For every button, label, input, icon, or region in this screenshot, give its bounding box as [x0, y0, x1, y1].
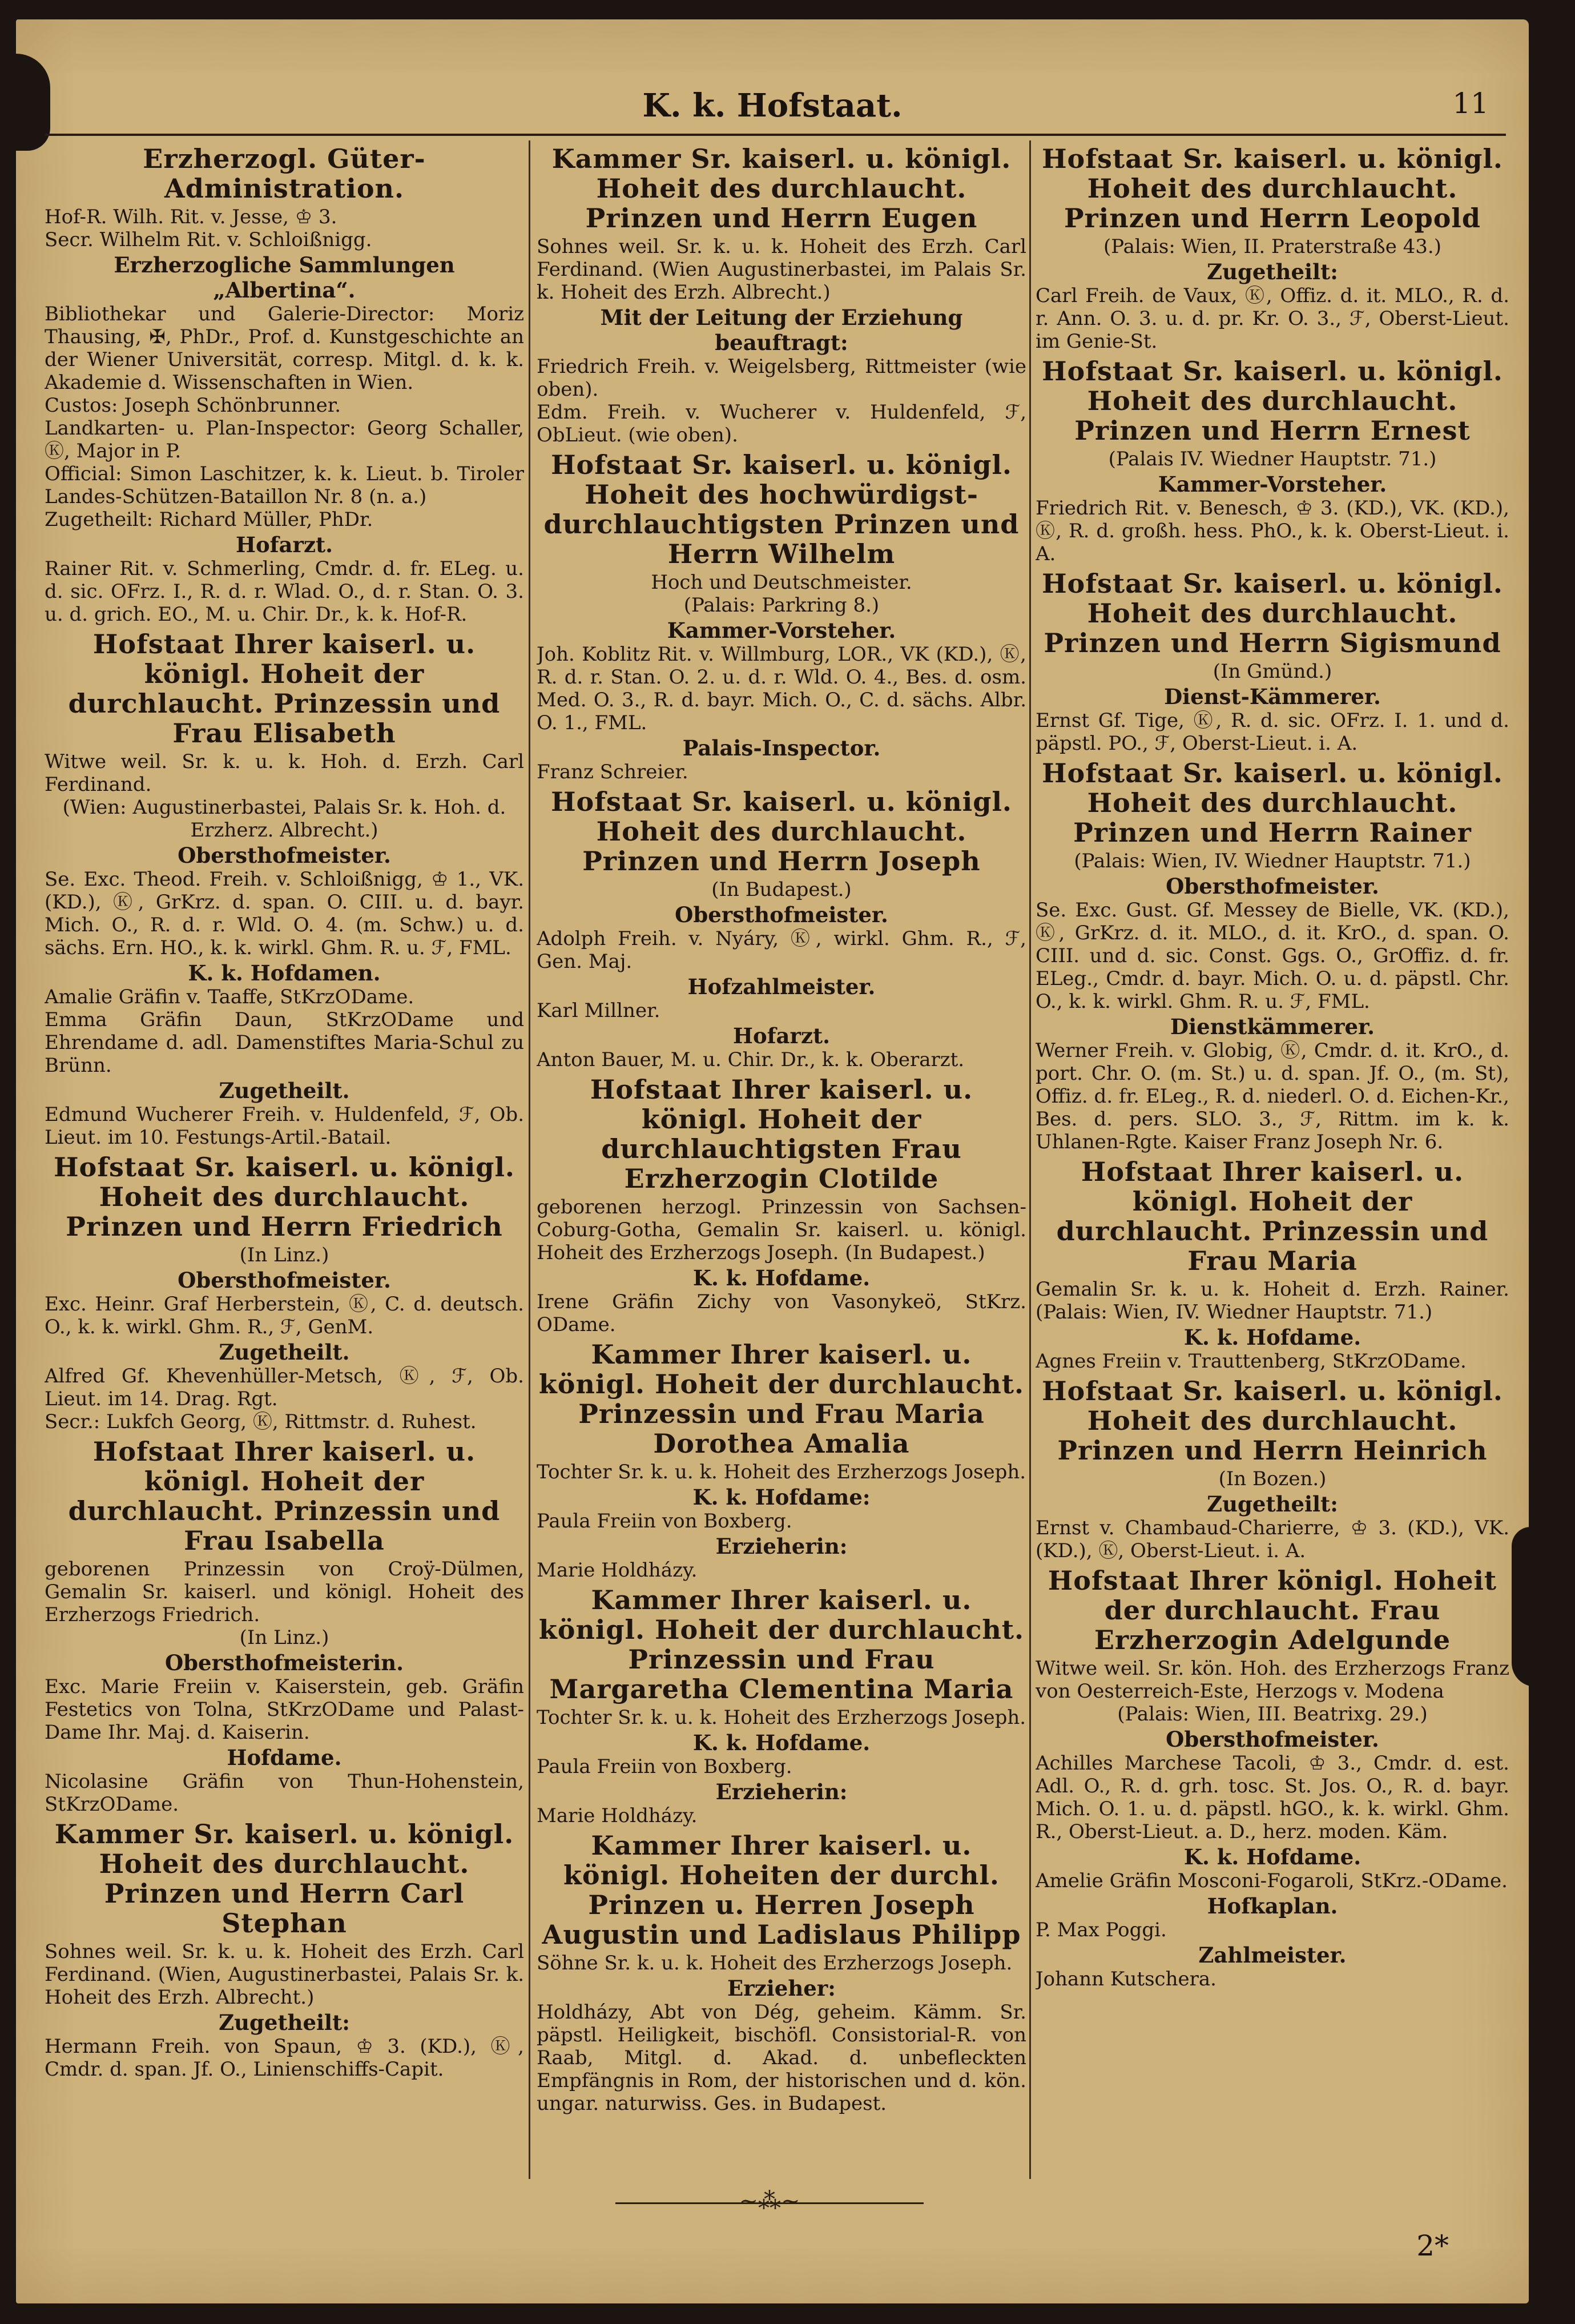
subheading: Hofkaplan.	[1207, 1893, 1338, 1919]
subheading: Kammer-Vorsteher.	[1158, 472, 1387, 497]
entry-text: Amalie Gräfin v. Taaffe, StKrzODame.	[45, 986, 414, 1008]
column-1	[45, 140, 524, 2173]
footer-ornament: ~⁂~	[739, 2188, 800, 2214]
centered-note: (Wien: Augustinerbastei, Palais Sr. k. Hoh. d. Erzherz. Albrecht.)	[62, 796, 506, 842]
section-heading: Kammer Sr. kaiserl. u. königl. Hoheit des durchlaucht. Prinzen und Herrn Eugen	[551, 143, 1012, 234]
printer-signature: 2*	[1416, 2229, 1449, 2262]
section-heading: Hofstaat Sr. kaiserl. u. königl. Hoheit des durchlaucht. Prinzen und Herrn Leopold	[1042, 143, 1503, 234]
entry-text: Hof-R. Wilh. Rit. v. Jesse, ♔ 3.	[45, 206, 337, 228]
entry-text: Landkarten- u. Plan-Inspector: Georg Schaller, Ⓚ, Major in P.	[45, 417, 524, 463]
section-heading: Kammer Ihrer kaiserl. u. königl. Hoheiten der durchl. Prinzen u. Herren Joseph Augustin und Ladislaus Philipp	[542, 1830, 1021, 1950]
subheading: Obersthofmeister.	[1166, 874, 1379, 899]
subheading: Obersthofmeister.	[178, 1268, 391, 1293]
entry-text: Zugetheilt: Richard Müller, PhDr.	[45, 508, 373, 531]
entry-text: Nicolasine Gräfin von Thun-Hohenstein, StKrzODame.	[45, 1770, 524, 1816]
entry-text: Agnes Freiin v. Trauttenberg, StKrzODame.	[1036, 1350, 1467, 1373]
subheading: Erzieher:	[727, 1976, 836, 2001]
centered-note: Hoch und Deutschmeister.	[651, 571, 912, 594]
entry-text: Ernst v. Chambaud-Charierre, ♔ 3. (KD.), VK. (KD.), Ⓚ, Oberst-Lieut. i. A.	[1036, 1517, 1509, 1562]
subheading: Hofdame.	[227, 1745, 342, 1770]
subheading: Erzherzogliche Sammlungen „Albertina“.	[114, 252, 455, 303]
entry-text: Werner Freih. v. Globig, Ⓚ, Cmdr. d. it. KrO., d. port. Chr. O. (m. St.) u. d. span. Jf. O., (m. St), Offiz. d. fr. ELeg., R. d. niederl. O. d. Eichen-Kr., Bes. d. pers. SLO. 3., ℱ, Rittm. im k. k. Uhlanen-Rgte. Kaiser Franz Joseph Nr. 6.	[1036, 1039, 1509, 1153]
centered-note: (In Linz.)	[239, 1244, 329, 1266]
centered-note: (Palais IV. Wiedner Hauptstr. 71.)	[1108, 448, 1437, 471]
entry-text: Johann Kutschera.	[1036, 1968, 1217, 1991]
entry-text: Anton Bauer, M. u. Chir. Dr., k. k. Oberarzt.	[537, 1048, 965, 1071]
entry-text: Carl Freih. de Vaux, Ⓚ, Offiz. d. it. MLO., R. d. r. Ann. O. 3. u. d. pr. Kr. O. 3., ℱ, Oberst-Lieut. im Genie-St.	[1036, 284, 1509, 353]
subheading: Erzieherin:	[715, 1779, 848, 1804]
entry-text: Se. Exc. Theod. Freih. v. Schloißnigg, ♔ 1., VK. (KD.), Ⓚ, GrKrz. d. span. O. CIII. u. d. bayr. Mich. O., R. d. r. Wld. O. 4. (m. Schw.) u. d. sächs. Ern. HO., k. k. wirkl. Ghm. R. u. ℱ, FML.	[45, 868, 524, 959]
subheading: Hofarzt.	[235, 532, 333, 557]
entry-text: Sohnes weil. Sr. k. u. k. Hoheit des Erzh. Carl Ferdinand. (Wien Augustinerbastei, im Palais Sr. k. Hoheit des Erzh. Albrecht.)	[537, 235, 1026, 304]
entry-text: Joh. Koblitz Rit. v. Willmburg, LOR., VK (KD.), Ⓚ, R. d. r. Stan. O. 2. u. d. r. Wld. O. 4., Bes. d. osm. Med. O. 3., R. d. bayr. Mich. O., C. d. sächs. Albr. O. 1., FML.	[537, 643, 1026, 734]
entry-text: geborenen Prinzessin von Croÿ-Dülmen, Gemalin Sr. kaiserl. und königl. Hoheit des Erzherzogs Friedrich.	[45, 1558, 524, 1626]
entry-text: Friedrich Rit. v. Benesch, ♔ 3. (KD.), VK. (KD.), Ⓚ, R. d. großh. hess. PhO., k. k. Oberst-Lieut. i. A.	[1036, 497, 1509, 565]
column-2	[537, 140, 1026, 2173]
entry-text: Tochter Sr. k. u. k. Hoheit des Erzherzogs Joseph.	[537, 1461, 1026, 1483]
entry-text: P. Max Poggi.	[1036, 1919, 1167, 1941]
subheading: Palais-Inspector.	[682, 735, 881, 761]
centered-note: (Palais: Parkring 8.)	[683, 594, 880, 617]
entry-text: geborenen herzogl. Prinzessin von Sachsen-Coburg-Gotha, Gemalin Sr. kaiserl. u. königl. Hoheit des Erzherzogs Joseph. (In Budapest.)	[537, 1196, 1026, 1264]
entry-text: Edmund Wucherer Freih. v. Huldenfeld, ℱ, Ob. Lieut. im 10. Festungs-Artil.-Batail.	[45, 1103, 524, 1149]
section-heading: Kammer Sr. kaiserl. u. königl. Hoheit des durchlaucht. Prinzen und Herrn Carl Stephan	[54, 1819, 514, 1939]
entry-text: Witwe weil. Sr. k. u. k. Hoh. d. Erzh. Carl Ferdinand.	[45, 750, 524, 796]
entry-text: Hermann Freih. von Spaun, ♔ 3. (KD.), Ⓚ, Cmdr. d. span. Jf. O., Linienschiffs-Capit.	[45, 2035, 524, 2081]
subheading: K. k. Hofdame:	[692, 1485, 871, 1510]
centered-note: (Palais: Wien, II. Praterstraße 43.)	[1103, 235, 1441, 258]
centered-note: (Palais: Wien, III. Beatrixg. 29.)	[1117, 1703, 1428, 1726]
section-heading: Hofstaat Sr. kaiserl. u. königl. Hoheit des durchlaucht. Prinzen und Herrn Friedrich	[54, 1152, 515, 1242]
entry-text: Custos: Joseph Schönbrunner.	[45, 394, 341, 417]
subheading: K. k. Hofdame.	[1183, 1325, 1361, 1350]
section-heading: Kammer Ihrer kaiserl. u. königl. Hoheit der durchlaucht. Prinzessin und Frau Margaretha Clementina Maria	[538, 1585, 1025, 1704]
subheading: Zahlmeister.	[1198, 1943, 1347, 1968]
subheading: Zugetheilt.	[219, 1078, 350, 1103]
centered-note: (In Linz.)	[239, 1626, 329, 1649]
section-heading: Hofstaat Ihrer königl. Hoheit der durchlaucht. Frau Erzherzogin Adelgunde	[1048, 1565, 1497, 1655]
entry-text: Karl Millner.	[537, 999, 660, 1022]
subheading: Obersthofmeister.	[675, 902, 888, 927]
entry-text: Bibliothekar und Galerie-Director: Moriz Thausing, ✠, PhDr., Prof. d. Kunstgeschichte an der Wiener Universität, corresp. Mitgl. d. k. k. Akademie d. Wissenschaften in Wien.	[45, 303, 524, 394]
entry-text: Marie Holdházy.	[537, 1559, 698, 1582]
entry-text: Emma Gräfin Daun, StKrzODame und Ehrendame d. adl. Damenstiftes Maria-Schul zu Brünn.	[45, 1008, 524, 1077]
entry-text: Secr. Wilhelm Rit. v. Schloißnigg.	[45, 228, 372, 251]
entry-text: Paula Freiin von Boxberg.	[537, 1755, 792, 1778]
subheading: Zugetheilt:	[1207, 1491, 1338, 1517]
entry-text: Tochter Sr. k. u. k. Hoheit des Erzherzogs Joseph.	[537, 1706, 1026, 1729]
section-heading: Hofstaat Ihrer kaiserl. u. königl. Hoheit der durchlauchtigsten Frau Erzherzogin Clotilde	[590, 1074, 973, 1194]
entry-text: Se. Exc. Gust. Gf. Messey de Bielle, VK. (KD.), Ⓚ, GrKrz. d. it. MLO., d. it. KrO., d. span. O. CIII. und d. sic. Const. Ggs. O., GrOffiz. d. fr. ELeg., Cmdr. d. bayr. Mich. O. u. d. päpstl. Chr. O., k. k. wirkl. Ghm. R. u. ℱ, FML.	[1036, 899, 1509, 1013]
entry-text: Franz Schreier.	[537, 761, 688, 783]
subheading: Zugetheilt.	[219, 1340, 350, 1365]
page-title: K. k. Hofstaat.	[642, 87, 903, 124]
entry-text: Gemalin Sr. k. u. k. Hoheit d. Erzh. Rainer. (Palais: Wien, IV. Wiedner Hauptstr. 71.)	[1036, 1278, 1509, 1324]
entry-text: Söhne Sr. k. u. k. Hoheit des Erzherzogs Joseph.	[537, 1952, 1013, 1975]
section-heading: Hofstaat Ihrer kaiserl. u. königl. Hoheit der durchlaucht. Prinzessin und Frau Isabella	[68, 1436, 501, 1556]
entry-text: Edm. Freih. v. Wucherer v. Huldenfeld, ℱ, ObLieut. (wie oben).	[537, 401, 1026, 447]
entry-text: Exc. Heinr. Graf Herberstein, Ⓚ, C. d. deutsch. O., k. k. wirkl. Ghm. R., ℱ, GenM.	[45, 1293, 524, 1338]
section-heading: Kammer Ihrer kaiserl. u. königl. Hoheit der durchlaucht. Prinzessin und Frau Maria Dorothea Amalia	[538, 1339, 1025, 1459]
subheading: K. k. Hofdamen.	[188, 960, 381, 986]
section-heading: Hofstaat Ihrer kaiserl. u. königl. Hoheit der durchlaucht. Prinzessin und Frau Elisabeth	[68, 629, 501, 749]
centered-note: (In Gmünd.)	[1213, 660, 1332, 683]
entry-text: Rainer Rit. v. Schmerling, Cmdr. d. fr. ELeg. u. d. sic. OFrz. I., R. d. r. Wlad. O., d. r. Stan. O. 3. u. d. grich. EO., M. u. Chir. Dr., k. k. Hof-R.	[45, 557, 524, 626]
entry-text: Achilles Marchese Tacoli, ♔ 3., Cmdr. d. est. Adl. O., R. d. grh. tosc. St. Jos. O., R. d. bayr. Mich. O. 1. u. d. päpstl. hGO., k. k. wirkl. Ghm. R., Oberst-Lieut. a. D., herz. moden. Käm.	[1036, 1752, 1509, 1843]
entry-text: Irene Gräfin Zichy von Vasonykeö, StKrz. ODame.	[537, 1290, 1026, 1336]
subheading: Obersthofmeister.	[178, 843, 391, 868]
entry-text: Ernst Gf. Tige, Ⓚ, R. d. sic. OFrz. I. 1. und d. päpstl. PO., ℱ, Oberst-Lieut. i. A.	[1036, 709, 1509, 755]
subheading: Zugetheilt:	[1207, 259, 1338, 284]
column-divider	[529, 140, 530, 2179]
subheading: Kammer-Vorsteher.	[667, 618, 896, 643]
subheading: Mit der Leitung der Erziehung beauftragt:	[600, 305, 963, 355]
section-heading: Hofstaat Sr. kaiserl. u. königl. Hoheit des durchlaucht. Prinzen und Herrn Heinrich	[1042, 1376, 1503, 1466]
section-heading: Hofstaat Sr. kaiserl. u. königl. Hoheit des durchlaucht. Prinzen und Herrn Ernest	[1042, 356, 1503, 446]
torn-edge	[1512, 1527, 1529, 1687]
subheading: Hofzahlmeister.	[687, 974, 876, 999]
column-3	[1036, 140, 1509, 2173]
section-heading: Hofstaat Sr. kaiserl. u. königl. Hoheit des durchlaucht. Prinzen und Herrn Joseph	[551, 786, 1012, 876]
entry-text: Amelie Gräfin Mosconi-Fogaroli, StKrz.-ODame.	[1036, 1869, 1508, 1892]
subheading: K. k. Hofdame.	[692, 1265, 871, 1290]
entry-text: Adolph Freih. v. Nyáry, Ⓚ, wirkl. Ghm. R., ℱ, Gen. Maj.	[537, 927, 1026, 973]
entry-text: Secr.: Lukfch Georg, Ⓚ, Rittmstr. d. Ruhest.	[45, 1410, 477, 1433]
centered-note: (In Budapest.)	[711, 878, 852, 901]
subheading: Dienstkämmerer.	[1170, 1014, 1375, 1039]
entry-text: Sohnes weil. Sr. k. u. k. Hoheit des Erzh. Carl Ferdinand. (Wien, Augustinerbastei, Palais Sr. k. Hoheit des Erzh. Albrecht.)	[45, 1940, 524, 2009]
subheading: K. k. Hofdame.	[692, 1730, 871, 1755]
centered-note: (Palais: Wien, IV. Wiedner Hauptstr. 71.)	[1074, 850, 1471, 872]
subheading: Erzieherin:	[715, 1534, 848, 1559]
entry-text: Exc. Marie Freiin v. Kaiserstein, geb. Gräfin Festetics von Tolna, StKrzODame und Palast-Dame Ihr. Maj. d. Kaiserin.	[45, 1675, 524, 1744]
section-heading: Hofstaat Sr. kaiserl. u. königl. Hoheit des hochwürdigst-durchlauchtigsten Prinzen und Herrn Wilhelm	[543, 449, 1020, 569]
subheading: Obersthofmeisterin.	[164, 1650, 404, 1675]
header-rule	[45, 134, 1506, 136]
section-heading: Hofstaat Sr. kaiserl. u. königl. Hoheit des durchlaucht. Prinzen und Herrn Rainer	[1042, 758, 1503, 848]
entry-text: Official: Simon Laschitzer, k. k. Lieut. b. Tiroler Landes-Schützen-Bataillon Nr. 8 (n. a.)	[45, 463, 524, 508]
page-number: 11	[1452, 87, 1489, 120]
subheading: Hofarzt.	[732, 1023, 830, 1048]
subheading: Zugetheilt:	[219, 2010, 350, 2035]
section-heading: Hofstaat Ihrer kaiserl. u. königl. Hoheit der durchlaucht. Prinzessin und Frau Maria	[1056, 1156, 1489, 1276]
entry-text: Friedrich Freih. v. Weigelsberg, Rittmeister (wie oben).	[537, 355, 1026, 401]
subheading: Obersthofmeister.	[1166, 1727, 1379, 1752]
centered-note: (In Bozen.)	[1218, 1467, 1327, 1490]
entry-text: Witwe weil. Sr. kön. Hoh. des Erzherzogs Franz von Oesterreich-Este, Herzogs v. Modena	[1036, 1657, 1509, 1703]
entry-text: Paula Freiin von Boxberg.	[537, 1510, 792, 1533]
section-heading: Erzherzogl. Güter-Administration.	[143, 143, 426, 204]
subheading: Dienst-Kämmerer.	[1164, 684, 1381, 709]
entry-text: Holdházy, Abt von Dég, geheim. Kämm. Sr. päpstl. Heiligkeit, bischöfl. Consistorial-R. von Raab, Mitgl. d. Akad. d. unbefleckten Empfängnis in Rom, der historischen und d. kön. ungar. naturwiss. Ges. in Budapest.	[537, 2001, 1026, 2115]
document-page	[16, 19, 1529, 2303]
entry-text: Marie Holdházy.	[537, 1804, 698, 1827]
column-divider	[1029, 140, 1031, 2179]
entry-text: Alfred Gf. Khevenhüller-Metsch, Ⓚ, ℱ, Ob. Lieut. im 14. Drag. Rgt.	[45, 1365, 524, 1410]
section-heading: Hofstaat Sr. kaiserl. u. königl. Hoheit des durchlaucht. Prinzen und Herrn Sigismund	[1042, 568, 1503, 658]
subheading: K. k. Hofdame.	[1183, 1844, 1361, 1869]
